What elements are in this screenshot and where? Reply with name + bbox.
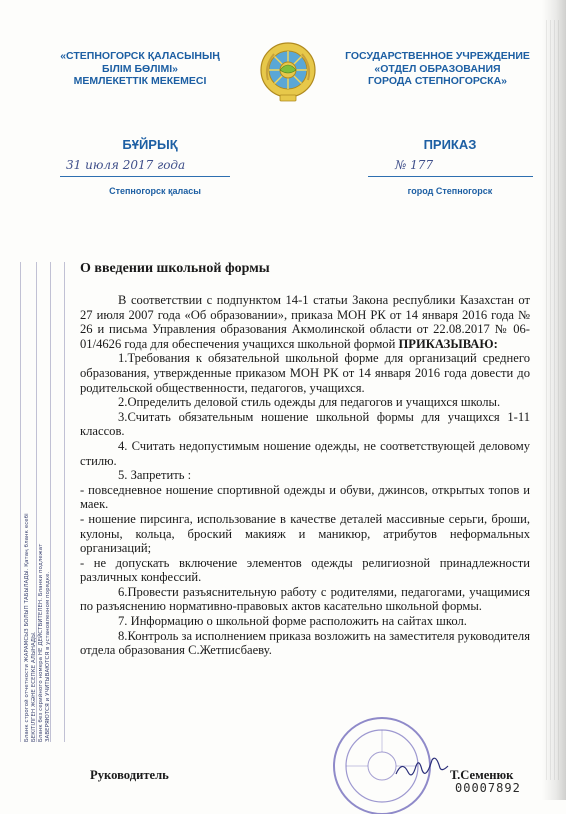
side-strip-line [64, 262, 65, 742]
body-paragraph [80, 395, 530, 410]
side-strip-line-text: Бланк строгой отчетности ЖАРАМСЫЗ БОЛЫП ТАБЫЛАДЫ. Қатаң бланк есебі [24, 513, 30, 742]
side-strip-line [20, 262, 21, 742]
header-right-ru [330, 50, 545, 88]
paragraph-text: 7. Информацию о школьной форме расположить на сайтах школ. [118, 614, 467, 629]
body-paragraph [80, 512, 530, 556]
header-right-line: «ОТДЕЛ ОБРАЗОВАНИЯ [374, 62, 501, 75]
side-strip-text [24, 262, 52, 742]
paragraph-bold-tail: ПРИКАЗЫВАЮ: [398, 336, 498, 351]
paragraph-text: - ношение пирсинга, использование в качестве деталей массивные серьги, броши, кулоны, кольца, броский макияж и маникюр, атрибутов неформальных организаций; [80, 511, 530, 556]
paragraph-text: 5. Запретить : [118, 468, 192, 483]
date-underline [60, 176, 230, 177]
paper-show-through [30, 200, 550, 230]
paragraph-text: 3.Считать обязательным ношение школьной формы для учащихся 1-11 классов. [80, 409, 530, 439]
serial-number: 00007892 [455, 781, 521, 795]
page-stack-edge [546, 20, 562, 780]
place-ru: город Степногорск [407, 186, 493, 196]
paragraph-text: 2.Определить деловой стиль одежды для педагогов и учащихся школы. [118, 395, 501, 410]
document-body [80, 293, 530, 658]
header-left-line: «СТЕПНОГОРСК ҚАЛАСЫНЫҢ [60, 50, 220, 62]
handwritten-date: 31 июля 2017 года [66, 158, 186, 172]
body-paragraph [80, 585, 530, 614]
document-title: О введении школьной формы [80, 261, 270, 276]
side-strip-line-text: БЕКІТІЛГЕН ЖӘНЕ ЕСЕПКЕ АЛЫНАДЫ. [31, 631, 37, 742]
body-paragraph [80, 629, 530, 658]
doc-type-kz: БҰЙРЫҚ [122, 137, 178, 152]
paragraph-text: 8.Контроль за исполнением приказа возложить на заместителя руководителя отдела образования С.Жетписбаеву. [80, 628, 530, 658]
signature-scribble-icon [392, 754, 452, 782]
header-left-line: МЕМЛЕКЕТТІК МЕКЕМЕСІ [73, 75, 207, 87]
body-paragraph [80, 439, 530, 468]
signature-label: Руководитель [90, 768, 169, 782]
header-right-line: ГОРОДА СТЕПНОГОРСКА» [367, 75, 508, 87]
paragraph-text: - не допускать включение элементов одежды религиозной принадлежности различных конфессий. [80, 555, 530, 585]
side-strip-line-text: Бланк без серийного номера НЕ ДЕЙСТВИТЕЛЕН. Бланки подлежат [38, 543, 44, 742]
place-kz: Степногорск қаласы [109, 186, 201, 196]
header-right-line: ГОСУДАРСТВЕННОЕ УЧРЕЖДЕНИЕ [345, 50, 530, 62]
paragraph-text: 4. Считать недопустимым ношение одежды, не соответствующей деловому стилю. [80, 438, 530, 468]
body-paragraph [80, 293, 530, 351]
body-paragraph [80, 614, 530, 629]
header-left-line: БІЛІМ БӨЛІМІ» [102, 62, 178, 75]
body-paragraph [80, 483, 530, 512]
body-paragraph [80, 468, 530, 483]
paragraph-text: - повседневное ношение спортивной одежды и обуви, джинсов, открытых топов и маек. [80, 482, 530, 512]
body-paragraph [80, 351, 530, 395]
header-left-kz [40, 50, 240, 88]
doc-type-ru: ПРИКАЗ [423, 137, 477, 152]
handwritten-number: № 177 [395, 158, 434, 172]
paragraph-text: В соответствии с подпунктом 14-1 статьи Закона республики Казахстан от 27 июля 2007 года «Об образовании», приказа МОН РК от 14 января 2016 года № 26 и письма Управления образования Акмолинской области от 22.08.2017 № 06-01/4626 года для обеспечения учащихся школьной формой [80, 293, 530, 351]
side-strip-line-text: ЗАВЕРЯЮТСЯ и УЧИТЫВАЮТСЯ в установленном порядке. [45, 571, 51, 742]
body-paragraph [80, 556, 530, 585]
state-emblem-icon [258, 40, 318, 104]
signature-name: Т.Семенюк [450, 768, 514, 782]
paragraph-text: 6.Провести разъяснительную работу с родителями, педагогами, учащимися по разъяснению нормативно-правовых актов касательно школьной формы. [80, 584, 530, 614]
paragraph-text: 1.Требования к обязательной школьной форме для организаций среднего образования, утвержденные приказом МОН РК от 14 января 2016 года довести до родительской общественности, педагогов, учащихся. [80, 351, 530, 395]
body-paragraph [80, 410, 530, 439]
number-underline [368, 176, 533, 177]
